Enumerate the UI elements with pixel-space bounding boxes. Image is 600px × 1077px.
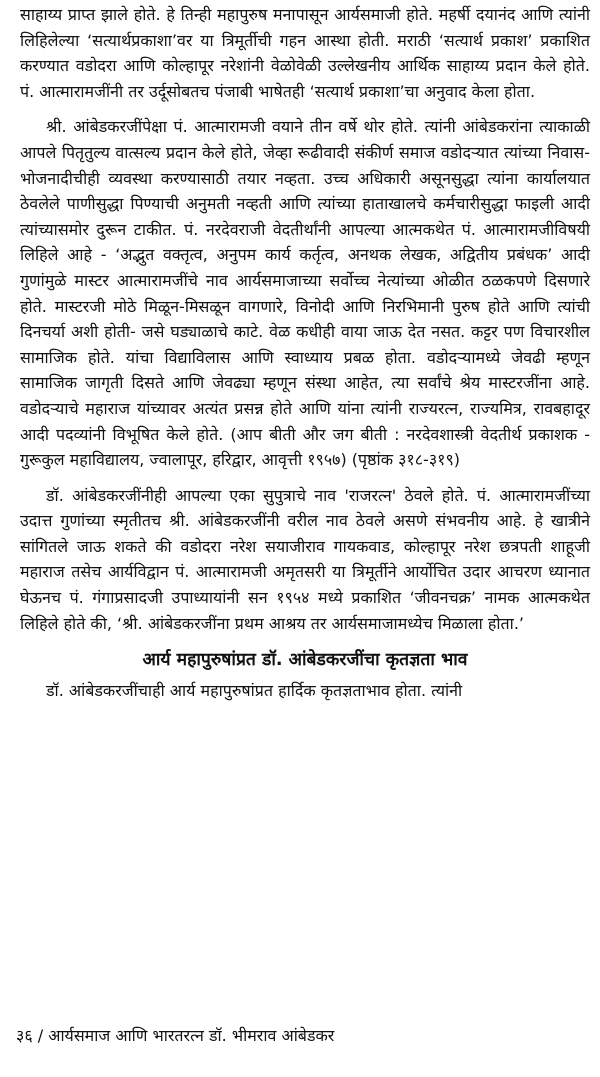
page-footer: ३६ / आर्यसमाज आणि भारतरत्न डॉ. भीमराव आंबेडकर <box>16 1026 335 1045</box>
section-heading: आर्य महापुरुषांप्रत डॉ. आंबेडकरजींचा कृतज्ञता भाव <box>142 650 468 671</box>
paragraph-2: श्री. आंबेडकरजींपेक्षा पं. आत्मारामजी वयाने तीन वर्षे थोर होते. त्यांनी आंबेडकरांना त्याकाळी आपले पितृतुल्य वात्सल्य प्रदान केले होते, जेव्हा रूढीवादी संकीर्ण समाज वडोदऱ्यात त्यांच्या निवास-भोजनादीचीही व्यवस्था करण्यासाठी तयार नव्हता. उच्च अधिकारी असूनसुद्धा त्यांना कार्यालयात ठेवलेले पाणीसुद्धा पिण्याची अनुमती नव्हती आणि त्यांच्या हाताखालचे कर्मचारीसुद्धा फाइली आदी त्यांच्यासमोर दुरून टाकीत. पं. नरदेवराजी वेदतीर्थांनी आपल्या आत्मकथेत पं. आत्मारामजीविषयी लिहिले आहे - ‘अद्भुत वक्तृत्व, अनुपम कार्य कर्तृत्व, अनथक लेखक, अद्वितीय प्रबंधक’ आदी गुणांमुळे मास्टर आत्मारामजींचे नाव आर्यसमाजाच्या सर्वोच्च नेत्यांच्या ओळीत ठळकपणे दिसणारे होते. मास्टरजी मोठे मिळून-मिसळून वागणारे, विनोदी आणि निरभिमानी पुरुष होते आणि त्यांची दिनचर्या अशी होती- जसे घड्याळाचे काटे. वेळ कधीही वाया जाऊ देत नसत. कट्टर पण विचारशील सामाजिक होते. यांचा विद्याविलास आणि स्वाध्याय प्रबळ होता. वडोदऱ्यामध्ये जेवढी म्हणून सामाजिक जागृती दिसते आणि जेवढ्या म्हणून संस्था आहेत, त्या सर्वांचे श्रेय मास्टरजींना आहे. वडोदऱ्याचे महाराज यांच्यावर अत्यंत प्रसन्न होते आणि यांना त्यांनी राज्यरत्न, राज्यमित्र, रावबहादूर आदी पदव्यांनी विभूषित केले होते. (आप बीती और जग बीती : नरदेवशास्त्री वेदतीर्थ प्रकाशक - गुरूकुल महाविद्यालय, ज्वालापूर, हरिद्वार, आवृत्ती १९५७) (पृष्ठांक ३१८-३१९) <box>20 117 590 470</box>
book-page <box>0 2 600 1077</box>
paragraph-3: डॉ. आंबेडकरजींनीही आपल्या एका सुपुत्राचे नाव 'राजरत्न' ठेवले होते. पं. आत्मारामजींच्या उदात्त गुणांच्या स्मृतीतच श्री. आंबेडकरजींनी वरील नाव ठेवले असणे संभवनीय आहे. हे खात्रीने सांगितले जाऊ शकते की वडोदरा नरेश सयाजीराव गायकवाड, कोल्हापूर नरेश छत्रपती शाहूजी महाराज तसेच आर्यविद्वान पं. आत्मारामजी अमृतसरी या त्रिमूर्तीने आर्योचित उदार आचरण ध्यानात घेऊनच पं. गंगाप्रसादजी उपाध्यायांनी सन १९५४ मध्ये प्रकाशित ‘जीवनचक्र’ नामक आत्मकथेत लिहिले होते की, ‘श्री. आंबेडकरजींना प्रथम आश्रय तर आर्यसमाजामध्येच मिळाला होता.’ <box>20 485 590 633</box>
paragraph-1: साहाय्य प्राप्त झाले होते. हे तिन्ही महापुरुष मनापासून आर्यसमाजी होते. महर्षी दयानंद आणि त्यांनी लिहिलेल्या ‘सत्यार्थप्रकाशा’वर या त्रिमूर्तीची गहन आस्था होती. मराठी ‘सत्यार्थ प्रकाश’ प्रकाशित करण्यात वडोदरा आणि कोल्हापूर नरेशांनी वेळोवेळी उल्लेखनीय आर्थिक साहाय्य प्रदान केले होते. पं. आत्मारामजींनी तर उर्दूसोबतच पंजाबी भाषेतही ‘सत्यार्थ प्रकाशा’चा अनुवाद केला होता. <box>20 5 590 101</box>
paragraph-4: डॉ. आंबेडकरजींचाही आर्य महापुरुषांप्रत हार्दिक कृतज्ञताभाव होता. त्यांनी <box>46 681 463 701</box>
